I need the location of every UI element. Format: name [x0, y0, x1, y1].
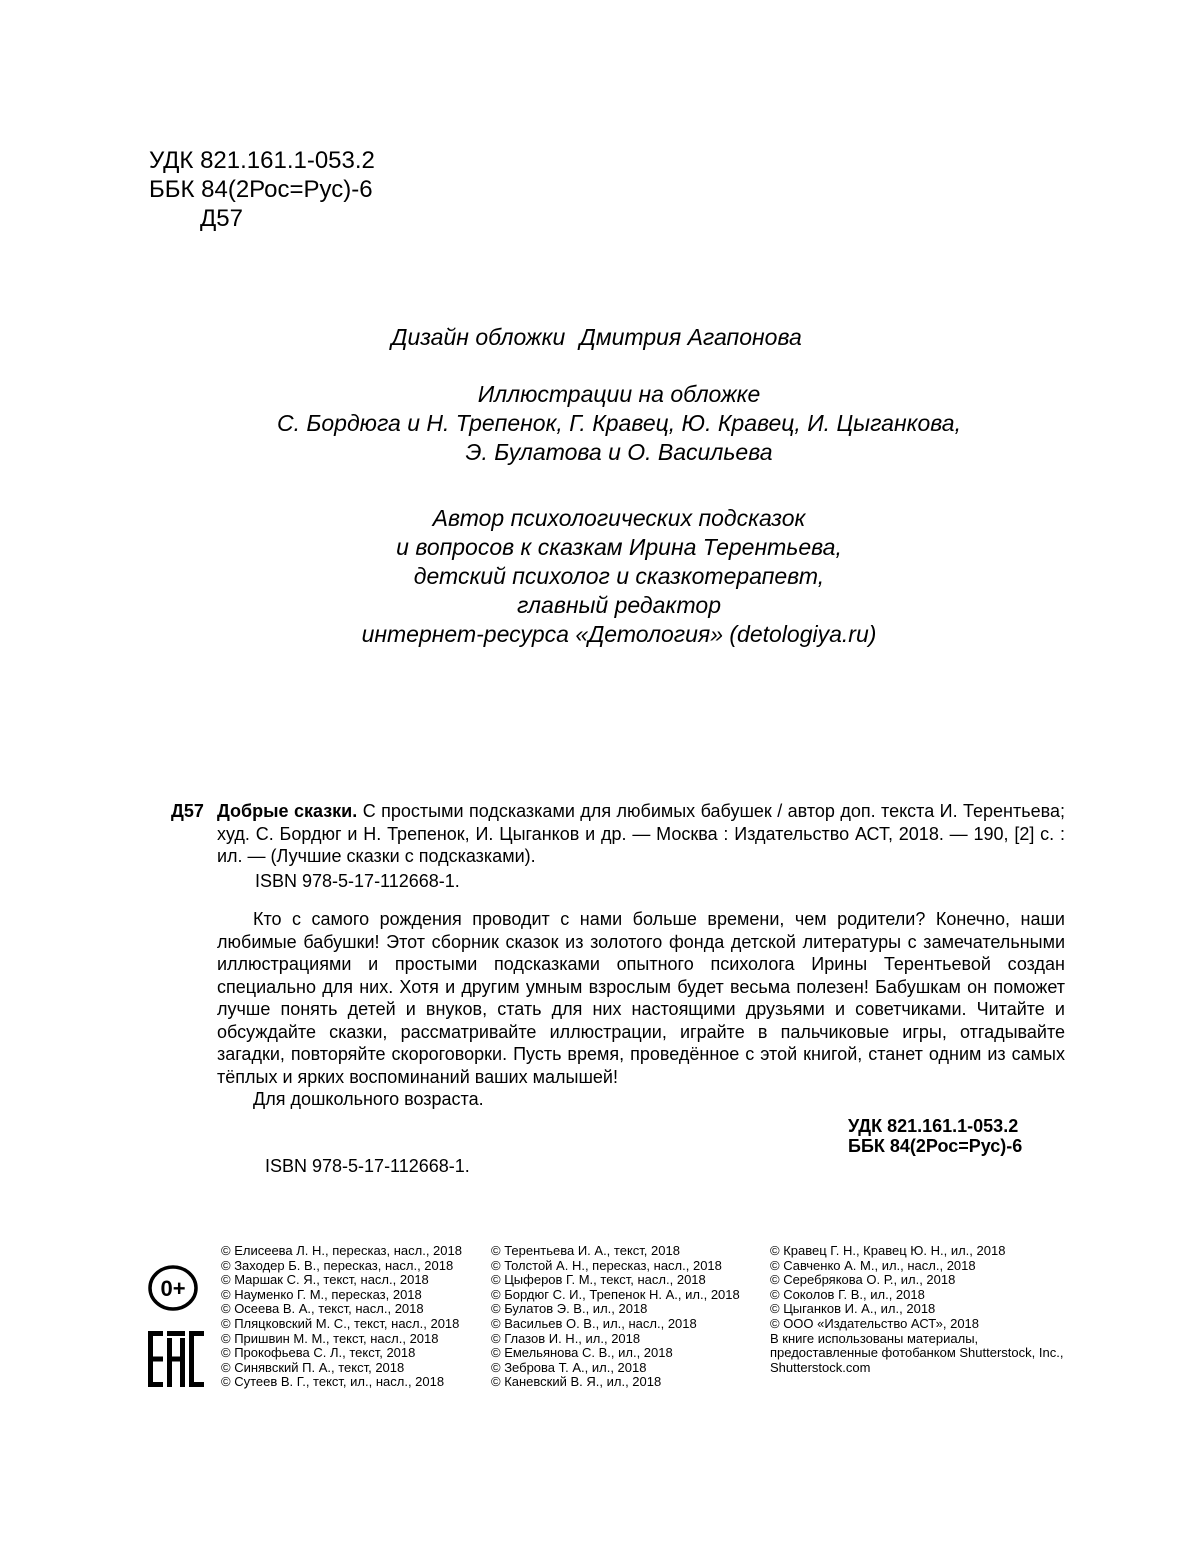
record-entry — [217, 800, 1065, 868]
cover-illustrations-credit — [0, 380, 1193, 467]
copyright-line: © Синявский П. А., текст, 2018 — [221, 1359, 405, 1375]
copyright-line: © Маршак С. Я., текст, насл., 2018 — [221, 1272, 429, 1288]
copyright-line: © Осеева В. А., текст, насл., 2018 — [221, 1301, 424, 1317]
bbk-code: ББК 84(2Рос=Рус)-6 — [149, 176, 373, 203]
age-note: Для дошкольного возраста. — [253, 1089, 484, 1109]
book-title: Добрые сказки. — [217, 801, 358, 821]
age-rating-icon — [148, 1265, 198, 1311]
copyright-line: © Глазов И. Н., ил., 2018 — [491, 1330, 641, 1346]
copyright-column-1 — [221, 1244, 462, 1390]
copyright-line: © Серебрякова О. Р., ил., 2018 — [770, 1272, 956, 1288]
copyright-line: © Зеброва Т. А., ил., 2018 — [491, 1359, 647, 1375]
copyright-line: © Савченко А. М., ил., насл., 2018 — [770, 1257, 976, 1273]
isbn-bottom: ISBN 978-5-17-112668-1. — [265, 1156, 470, 1176]
author-sign: Д57 — [200, 205, 243, 232]
copyright-line: © Пляцковский М. С., текст, насл., 2018 — [221, 1315, 460, 1331]
copyright-line: © Васильев О. В., ил., насл., 2018 — [491, 1315, 697, 1331]
psychology-author-credit — [0, 504, 1193, 649]
copyright-line: © Терентьева И. А., текст, 2018 — [491, 1243, 680, 1258]
copyright-line: © Толстой А. Н., пересказ, насл., 2018 — [491, 1257, 722, 1273]
copyright-line: В книге использованы материалы, — [770, 1330, 979, 1346]
copyright-line: © Соколов Г. В., ил., 2018 — [770, 1286, 925, 1302]
copyright-line: © Бордюг С. И., Трепенок Н. А., ил., 2018 — [491, 1286, 740, 1302]
udk-code: УДК 821.161.1-053.2 — [149, 147, 375, 174]
annotation — [217, 908, 1065, 1088]
copyright-column-2 — [491, 1244, 740, 1390]
copyright-line: © Цыганков И. А., ил., 2018 — [770, 1301, 936, 1317]
copyright-line: © Кравец Г. Н., Кравец Ю. Н., ил., 2018 — [770, 1243, 1006, 1258]
record-isbn: ISBN 978-5-17-112668-1. — [255, 870, 460, 891]
cover-design-credit — [0, 323, 1193, 352]
credit-line: детский психолог и сказкотерапевт, — [413, 563, 825, 589]
copyright-line: © Емельянова С. В., ил., 2018 — [491, 1345, 673, 1361]
copyright-line: © Цыферов Г. М., текст, насл., 2018 — [491, 1272, 706, 1288]
credit-line: главный редактор — [516, 592, 722, 618]
copyright-line: © ООО «Издательство АСТ», 2018 — [770, 1315, 980, 1331]
credit-line: Э. Булатова и О. Васильева — [465, 439, 773, 465]
copyright-line: предоставленные фотобанком Shutterstock, Inc., — [770, 1345, 1064, 1361]
credit-line: и вопросов к сказкам Ирина Терентьева, — [396, 534, 842, 560]
udk-code-bottom: УДК 821.161.1-053.2 — [848, 1116, 1019, 1136]
top-classification-codes — [149, 146, 375, 233]
cover-design-label: Дизайн обложки — [391, 324, 566, 350]
bibliographic-record — [171, 800, 1065, 1111]
annotation-text: Кто с самого рождения проводит с нами больше времени, чем родители? Конечно, наши любимые бабушки! Этот сборник сказок из золотого фонда детской литературы с замечательными иллюстрациями и простыми подсказками опытного психолога Ирины Терентьевой создан специально для них. Хотя и другим умным взрослым будет весьма полезен! Бабушкам он поможет лучше понять детей и внуков, стать для них настоящими друзьями и советчиками. Читайте и обсуждайте сказки, рассматривайте иллюстрации, играйте в пальчиковые игры, отгадывайте загадки, повторяйте скороговорки. Пусть время, проведённое с этой книгой, станет одним из самых тёплых и ярких воспоминаний ваших малышей! — [217, 909, 1065, 1087]
copyright-line: © Булатов Э. В., ил., 2018 — [491, 1301, 648, 1317]
copyright-line: Shutterstock.com — [770, 1359, 871, 1375]
copyright-line: © Пришвин М. М., текст, насл., 2018 — [221, 1330, 439, 1346]
age-rating-text: 0+ — [160, 1276, 186, 1301]
credit-line: интернет-ресурса «Детология» (detologiya.ru) — [361, 621, 877, 647]
credit-line: С. Бордюга и Н. Трепенок, Г. Кравец, Ю. Кравец, И. Цыганкова, — [277, 410, 961, 436]
credit-line: Автор психологических подсказок — [432, 505, 806, 531]
record-code: Д57 — [171, 801, 204, 821]
copyright-line: © Елисеева Л. Н., пересказ, насл., 2018 — [221, 1243, 462, 1258]
eac-conformity-icon — [147, 1330, 205, 1388]
cover-design-name: Дмитрия Агапонова — [579, 324, 802, 350]
book-description: С простыми подсказками для любимых бабушек / автор доп. текста И. Терентьева; худ. С. Бордюг и Н. Трепенок, И. Цыганков и др. — Москва : Издательство АСТ, 2018. — 190, [2] с. : ил. — (Лучшие сказки с подсказками). — [217, 801, 1065, 866]
copyright-line: © Каневский В. Я., ил., 2018 — [491, 1374, 662, 1390]
copyright-line: © Науменко Г. М., пересказ, 2018 — [221, 1286, 422, 1302]
bottom-classification-codes — [848, 1116, 1022, 1156]
copyright-column-3 — [770, 1244, 1063, 1375]
credit-line: Иллюстрации на обложке — [477, 381, 761, 407]
copyright-line: © Заходер Б. В., пересказ, насл., 2018 — [221, 1257, 454, 1273]
bbk-code-bottom: ББК 84(2Рос=Рус)-6 — [848, 1136, 1023, 1156]
copyright-line: © Сутеев В. Г., текст, ил., насл., 2018 — [221, 1374, 445, 1390]
copyright-line: © Прокофьева С. Л., текст, 2018 — [221, 1345, 416, 1361]
